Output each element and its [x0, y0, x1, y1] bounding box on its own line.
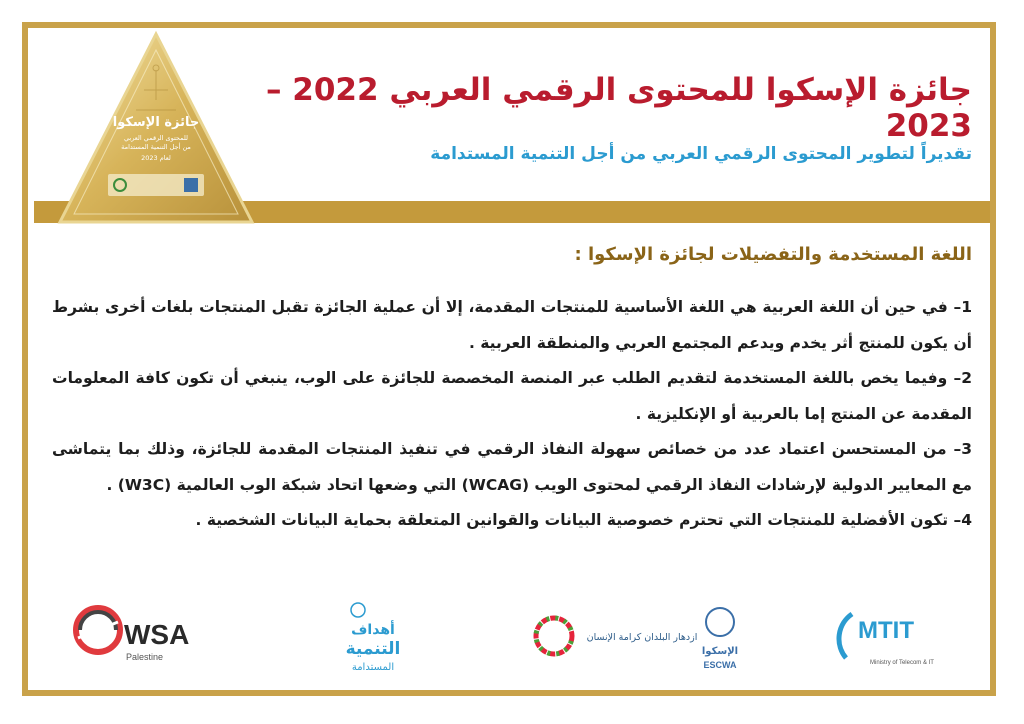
sdg-line2: التنمية	[345, 639, 401, 659]
mtit-sub: Ministry of Telecom & IT	[870, 660, 934, 666]
pyramid-year: لعام 2023	[141, 154, 171, 162]
pyramid-title: جائزة الإسكوا	[112, 115, 200, 130]
escwa-logo	[530, 600, 750, 678]
footer-logos	[40, 600, 984, 680]
wsa-sub: Palestine	[126, 652, 164, 662]
wsa-name: WSA	[124, 619, 190, 650]
paragraph-1: 1– في حين أن اللغة العربية هي اللغة الأساسية للمنتجات المقدمة، إلا أن عملية الجائزة تقبل المنتجات بلغات أخرى بشرط أن يكون للمنتج أثر يخدم ويدعم المجتمع العربي والمنطقة العربية .	[52, 298, 972, 352]
body-text	[52, 290, 972, 539]
sdg-logo	[318, 600, 428, 678]
mtit-logo	[832, 600, 972, 678]
page-title: جائزة الإسكوا للمحتوى الرقمي العربي 2022 – 2023	[266, 72, 972, 144]
mtit-name: MTIT	[858, 617, 914, 644]
escwa-ar: الإسكوا	[701, 646, 739, 657]
sdg-wheel-icon	[536, 618, 572, 654]
pyramid-line2: من أجل التنمية المستدامة	[121, 143, 191, 151]
sdg-line1: أهداف	[351, 622, 395, 638]
pyramid-line1: للمحتوى الرقمي العربي	[123, 134, 189, 142]
section-heading: اللغة المستخدمة والتفضيلات لجائزة الإسكوا :	[574, 244, 972, 265]
paragraph-2: 2– وفيما يخص باللغة المستخدمة لتقديم الطلب عبر المنصة المخصصة للجائزة على الوب، ينبغي أن تكون كافة المعلومات المقدمة عن المنتج إما بالعربية أو الإنكليزية .	[52, 369, 972, 423]
escwa-slogan: ازدهار البلدان كرامة الإنسان	[586, 632, 698, 643]
paragraph-3: 3– من المستحسن اعتماد عدد من خصائص سهولة النفاذ الرقمي في تنفيذ المنتجات المقدمة للجائزة، وذلك بما يتماشى مع المعايير الدولية لإرشادات النفاذ الرقمي لمحتوى الويب (WCAG) التي وضعها اتحاد شبكة الوب العالمية (W3C) .	[52, 440, 972, 494]
sdg-line3: المستدامة	[351, 662, 395, 673]
paragraph-4: 4– تكون الأفضلية للمنتجات التي تحترم خصوصية البيانات والقوانين المتعلقة بحماية البيانات الشخصية .	[195, 511, 972, 529]
page-subtitle: تقديراً لتطوير المحتوى الرقمي العربي من أجل التنمية المستدامة	[430, 144, 972, 164]
escwa-en: ESCWA	[703, 660, 737, 670]
wsa-logo	[70, 600, 220, 678]
